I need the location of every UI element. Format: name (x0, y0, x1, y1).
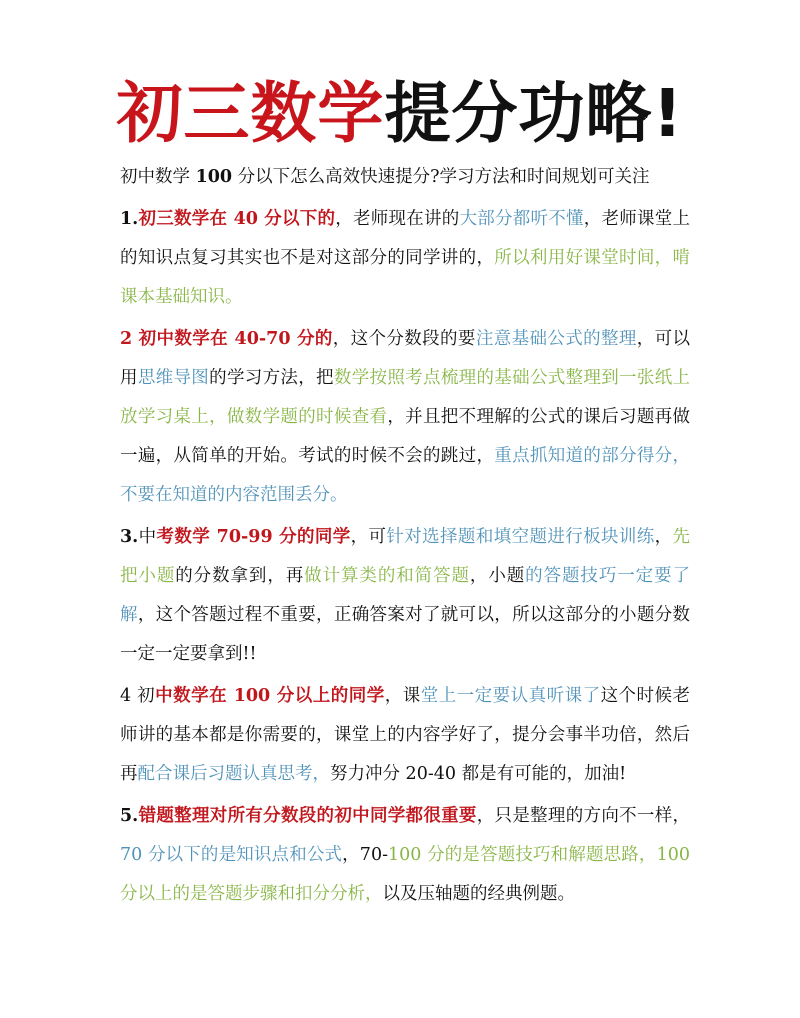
title-black-part: 提分功略! (384, 75, 684, 152)
tip-segment: ，小题 (469, 566, 526, 586)
tip-segment: 针对选择题和填空题进行板块训练 (386, 527, 655, 547)
tip-segment: ，老师现在讲的 (335, 209, 460, 229)
tip-segment: ，并且把不理解的公式的课后习题再做一遍，从简单的开始。考试的时候不会的跳过， (120, 407, 691, 466)
tip-paragraph-5 (120, 797, 690, 914)
tip-segment: 先把小题 (120, 527, 691, 586)
tip-segment: ，只是整理的方向不一样， (476, 806, 691, 826)
title-red-part: 初三数学 (116, 75, 385, 152)
tip-segment: 错题整理对所有分数段的初中同学都很重要 (138, 806, 477, 826)
tip-segment: ，这个答题过程不重要，正确答案对了就可以，所以这部分的小题分数一定一定要拿到!! (120, 605, 691, 664)
tip-segment: 5. (120, 806, 139, 826)
tip-segment: 配合课后习题认真思考， (137, 764, 330, 784)
tip-segment: 100 分的是答题技巧和解题思路，100 分以上的是答题步骤和扣分分析， (120, 845, 690, 904)
tip-segment: ，课 (384, 686, 421, 706)
intro-text: 分以下怎么高效快速提分?学习方法和时间规划可关注 (232, 167, 650, 187)
tip-segment: 大部分都听不懂 (459, 209, 584, 229)
tip-segment: 以及压轴题的经典例题。 (382, 884, 575, 904)
tip-segment: 1. (120, 209, 139, 229)
tip-segment: ，70- (342, 845, 388, 865)
page-title (0, 68, 800, 160)
tip-paragraph-4 (120, 677, 690, 794)
tip-segment: 思维导图 (137, 368, 210, 388)
tip-segment: 初三数学在 40 分以下的 (138, 209, 336, 229)
article-body (120, 158, 690, 914)
tip-segment: 堂上一定要认真听课了 (420, 686, 601, 706)
tip-segment: 3. (120, 527, 139, 547)
tip-segment: 中数学在 100 分以上的同学 (155, 686, 385, 706)
tip-paragraph-2 (120, 320, 690, 515)
intro-text: 初中数学 (120, 167, 196, 187)
tip-segment: 努力冲分 20-40 都是有可能的，加油! (330, 764, 627, 784)
tip-segment: 注意基础公式的整理 (475, 329, 637, 349)
intro-paragraph (120, 158, 690, 197)
tip-paragraph-3 (120, 518, 690, 674)
tip-segment: 的答题技巧一定要了解 (120, 566, 691, 625)
tip-segment: ，可 (350, 527, 387, 547)
tip-segment: 做计算类的和简答题 (304, 566, 470, 586)
tip-paragraph-1 (120, 200, 690, 317)
tip-segment: ，老师课堂上的知识点复习其实也不是对这部分的同学讲的， (120, 209, 691, 268)
tip-segment: 70 分以下的是知识点和公式 (120, 845, 343, 865)
tip-segment: 数学按照考点梳理的基础公式整理到一张纸上放学习桌上，做数学题的时候查看 (120, 368, 691, 427)
tip-segment: 2 初中数学在 40-70 分的 (120, 329, 333, 349)
tip-segment: 考数学 70-99 分的同学 (156, 527, 351, 547)
tip-segment: ，这个分数段的要 (332, 329, 476, 349)
tip-segment: ，可以用 (120, 329, 691, 388)
tip-segment: ， (654, 527, 673, 547)
tip-segment: 这个时候老师讲的基本都是你需要的，课堂上的内容学好了，提分会事半功倍，然后再 (120, 686, 691, 784)
intro-number: 100 (195, 167, 233, 187)
tip-segment: 的学习方法，把 (209, 368, 334, 388)
tip-segment: 4 初 (120, 686, 156, 706)
tip-segment: 所以利用好课堂时间，啃课本基础知识。 (120, 248, 691, 307)
tip-segment: 的分数拿到，再 (175, 566, 305, 586)
tip-segment: 中 (138, 527, 157, 547)
tip-segment: 重点抓知道的部分得分，不要在知道的内容范围丢分。 (120, 446, 691, 505)
